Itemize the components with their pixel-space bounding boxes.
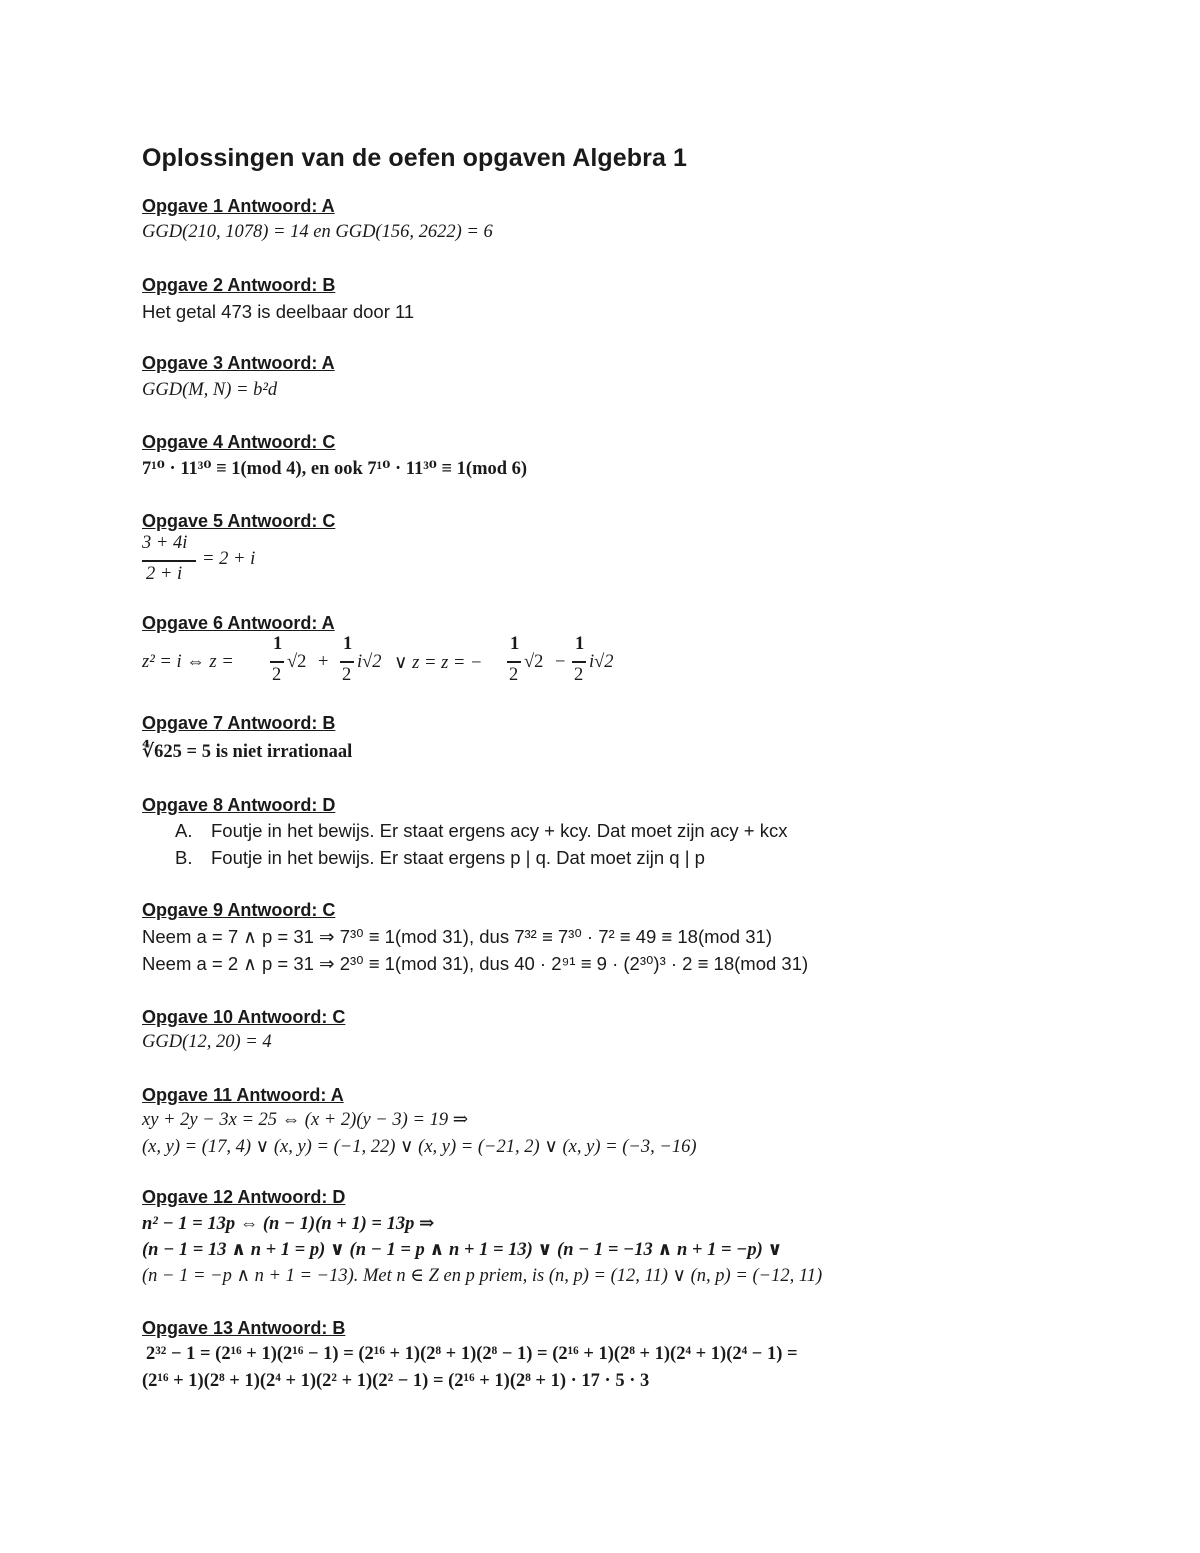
opgave-6-equation [142,634,642,692]
opgave-1-line: GGD(210, 1078) = 14 en GGD(156, 2622) = 6 [142,222,493,242]
fraction-rhs: = 2 + i [202,549,256,569]
opgave-8-heading: Opgave 8 Antwoord: D [142,795,336,815]
sqrt-two: √2 [287,652,307,672]
opgave-10-heading: Opgave 10 Antwoord: C [142,1007,346,1027]
i-sqrt-two: i√2 [589,652,614,672]
list-item [175,847,705,869]
opgave-3-heading: Opgave 3 Antwoord: A [142,353,335,373]
list-marker: A. [175,820,193,841]
half-bar [572,661,586,663]
half-num: 1 [575,634,585,654]
half-num: 1 [343,634,353,654]
half-den: 2 [509,665,519,685]
opgave-11-line-1: xy + 2y − 3x = 25 ⇔ (x + 2)(y − 3) = 19 ⇒ [142,1110,469,1130]
opgave-12-heading: Opgave 12 Antwoord: D [142,1187,346,1207]
half-num: 1 [273,634,283,654]
opgave-7-line: ∜625 = 5 is niet irrationaal [142,742,353,762]
opgave-4-line: 7¹⁰ · 11³⁰ ≡ 1(mod 4), en ook 7¹⁰ · 11³⁰ ≡ 1(mod 6) [142,459,528,479]
opgave-7-heading: Opgave 7 Antwoord: B [142,713,336,733]
list-text: Foutje in het bewijs. Er staat ergens acy + kcy. Dat moet zijn acy + kcx [211,820,788,841]
half-den: 2 [342,665,352,685]
half-bar [507,661,521,663]
opgave-1-heading: Opgave 1 Antwoord: A [142,196,335,216]
opgave-5-heading: Opgave 5 Antwoord: C [142,511,336,531]
opgave-3-line: GGD(M, N) = b²d [142,380,278,400]
opgave-2-heading: Opgave 2 Antwoord: B [142,275,336,295]
eq-part: z² = i ⇔ z = [142,652,234,672]
opgave-5-fraction [142,533,342,589]
half-num: 1 [510,634,520,654]
opgave-13-line-2: (2¹⁶ + 1)(2⁸ + 1)(2⁴ + 1)(2² + 1)(2² − 1) = (2¹⁶ + 1)(2⁸ + 1) · 17 · 5 · 3 [142,1371,650,1391]
opgave-6-heading: Opgave 6 Antwoord: A [142,613,335,633]
i-sqrt-two: i√2 [357,652,382,672]
opgave-12-line-3: (n − 1 = −p ∧ n + 1 = −13). Met n ∈ Z en p priem, is (n, p) = (12, 11) ∨ (n, p) = (−12, 11) [142,1266,823,1286]
half-bar [340,661,354,663]
opgave-9-heading: Opgave 9 Antwoord: C [142,900,336,920]
opgave-9-line-2: Neem a = 2 ∧ p = 31 ⇒ 2³⁰ ≡ 1(mod 31), dus 40 · 2⁹¹ ≡ 9 · (2³⁰)³ · 2 ≡ 18(mod 31) [142,953,809,974]
opgave-11-heading: Opgave 11 Antwoord: A [142,1085,344,1105]
opgave-4-heading: Opgave 4 Antwoord: C [142,432,336,452]
fraction-numerator: 3 + 4i [142,533,188,553]
sqrt-two: √2 [524,652,544,672]
half-den: 2 [272,665,282,685]
list-item [175,820,787,842]
opgave-2-line: Het getal 473 is deelbaar door 11 [142,301,415,322]
opgave-13-line-1: 2³² − 1 = (2¹⁶ + 1)(2¹⁶ − 1) = (2¹⁶ + 1)(2⁸ + 1)(2⁸ − 1) = (2¹⁶ + 1)(2⁸ + 1)(2⁴ + 1)(2⁴ − 1) = [146,1344,798,1364]
opgave-9-line-1: Neem a = 7 ∧ p = 31 ⇒ 7³⁰ ≡ 1(mod 31), dus 7³² ≡ 7³⁰ · 7² ≡ 49 ≡ 18(mod 31) [142,926,772,947]
opgave-13-heading: Opgave 13 Antwoord: B [142,1318,346,1338]
eq-part: ∨ z = z = − [394,653,483,673]
fraction-denominator: 2 + i [146,564,183,584]
half-bar [270,661,284,663]
fraction-bar [142,560,196,562]
opgave-11-line-2: (x, y) = (17, 4) ∨ (x, y) = (−1, 22) ∨ (x, y) = (−21, 2) ∨ (x, y) = (−3, −16) [142,1137,697,1157]
opgave-10-line: GGD(12, 20) = 4 [142,1032,272,1052]
plus-sign: + [318,652,329,672]
minus-sign: − [555,652,566,672]
page-title: Oplossingen van de oefen opgaven Algebra 1 [142,144,688,172]
list-marker: B. [175,847,193,868]
opgave-12-line-1: n² − 1 = 13p ⇔ (n − 1)(n + 1) = 13p ⇒ [142,1214,435,1234]
opgave-12-line-2: (n − 1 = 13 ∧ n + 1 = p) ∨ (n − 1 = p ∧ n + 1 = 13) ∨ (n − 1 = −13 ∧ n + 1 = −p) ∨ [142,1240,783,1260]
list-text: Foutje in het bewijs. Er staat ergens p | q. Dat moet zijn q | p [211,847,705,868]
half-den: 2 [574,665,584,685]
